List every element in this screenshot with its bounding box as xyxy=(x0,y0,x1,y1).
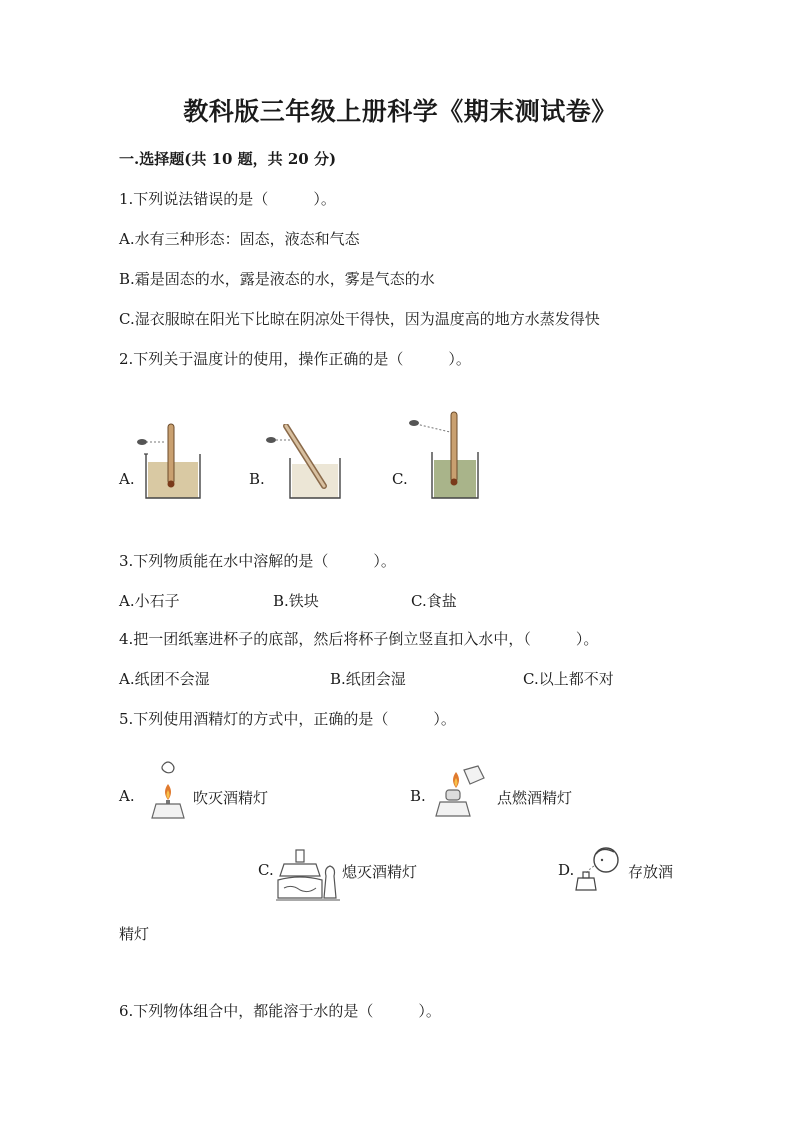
question-1-option-c: C.湿衣服晾在阳光下比晾在阴凉处干得快，因为温度高的地方水蒸发得快 xyxy=(119,310,600,328)
question-3-stem: 3.下列物质能在水中溶解的是（ ）。 xyxy=(119,552,396,570)
question-1-option-b: B.霜是固态的水，露是液态的水，雾是气态的水 xyxy=(119,270,435,288)
question-5-option-a-text: 吹灭酒精灯 xyxy=(193,789,269,807)
question-4-stem: 4.把一团纸塞进杯子的底部，然后将杯子倒立竖直扣入水中，（ ）。 xyxy=(119,630,599,648)
question-2-option-b-label: B. xyxy=(249,470,265,488)
question-3-option-c: C.食盐 xyxy=(411,592,457,610)
question-3-option-a: A.小石子 xyxy=(119,592,180,610)
page-title: 教科版三年级上册科学《期末测试卷》 xyxy=(183,97,617,126)
question-5-option-a-letter: A. xyxy=(119,787,135,805)
question-4-option-b: B.纸团会湿 xyxy=(330,670,406,688)
question-5-option-d-text-wrap: 精灯 xyxy=(119,925,150,943)
thermometer-beaker-c-figure xyxy=(408,410,480,502)
question-5-option-c-text: 熄灭酒精灯 xyxy=(342,863,418,881)
alcohol-lamp-extinguish-figure xyxy=(276,846,340,904)
alcohol-lamp-blow-figure xyxy=(150,760,186,822)
question-5-option-b-letter: B. xyxy=(410,787,426,805)
question-2-stem: 2.下列关于温度计的使用，操作正确的是（ ）。 xyxy=(119,350,471,368)
question-3-option-b: B.铁块 xyxy=(273,592,319,610)
thermometer-beaker-b-figure xyxy=(266,424,342,502)
question-2-option-a-label: A. xyxy=(119,470,135,488)
question-1-stem: 1.下列说法错误的是（ ）。 xyxy=(119,190,336,208)
thermometer-beaker-a-figure xyxy=(136,418,208,502)
question-5-option-d-letter: D. xyxy=(558,861,575,879)
section-heading: 一.选择题(共 10 题，共 20 分) xyxy=(119,150,337,168)
question-2-option-c-label: C. xyxy=(392,470,408,488)
question-4-option-c: C.以上都不对 xyxy=(523,670,614,688)
question-6-stem: 6.下列物体组合中，都能溶于水的是（ ）。 xyxy=(119,1002,441,1020)
alcohol-lamp-lighting-figure xyxy=(434,764,490,820)
question-4-option-a: A.纸团不会湿 xyxy=(119,670,210,688)
question-5-option-d-text: 存放酒 xyxy=(628,863,674,881)
question-5-option-b-text: 点燃酒精灯 xyxy=(497,789,573,807)
alcohol-lamp-storage-figure xyxy=(574,844,626,896)
question-5-stem: 5.下列使用酒精灯的方式中，正确的是（ ）。 xyxy=(119,710,456,728)
question-5-option-c-letter: C. xyxy=(258,861,274,879)
question-1-option-a: A.水有三种形态：固态，液态和气态 xyxy=(119,230,360,248)
